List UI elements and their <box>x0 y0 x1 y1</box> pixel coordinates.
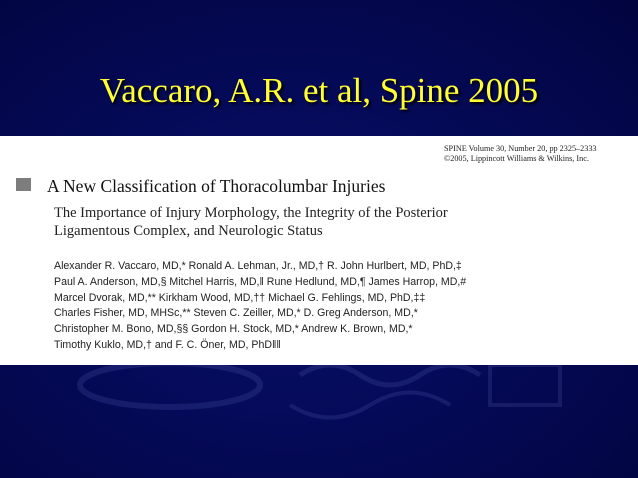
author-line: Marcel Dvorak, MD,** Kirkham Wood, MD,†† Michael G. Fehlings, MD, PhD,‡‡ <box>54 291 426 304</box>
subtitle-line: The Importance of Injury Morphology, the Integrity of the Posterior <box>54 205 448 221</box>
slide-title: Vaccaro, A.R. et al, Spine 2005 <box>99 71 539 110</box>
author-line: Christopher M. Bono, MD,§§ Gordon H. Stock, MD,* Andrew K. Brown, MD,* <box>54 323 413 336</box>
author-line: Charles Fisher, MD, MHSc,** Steven C. Zeiller, MD,* D. Greg Anderson, MD,* <box>54 307 418 320</box>
article-title: A New Classification of Thoracolumbar Injuries <box>47 176 386 196</box>
article-header-panel <box>0 136 638 365</box>
journal-line: ©2005, Lippincott Williams & Wilkins, Inc. <box>444 153 589 163</box>
journal-citation <box>444 144 597 163</box>
background-watermark <box>60 355 580 435</box>
subtitle-line: Ligamentous Complex, and Neurologic Status <box>54 223 323 239</box>
bullet-square-icon <box>16 178 31 191</box>
author-line: Timothy Kuklo, MD,† and F. C. Öner, MD, PhD‖‖ <box>54 338 281 351</box>
author-line: Paul A. Anderson, MD,§ Mitchel Harris, MD,‖ Rune Hedlund, MD,¶ James Harrop, MD,# <box>54 275 467 288</box>
author-line: Alexander R. Vaccaro, MD,* Ronald A. Lehman, Jr., MD,† R. John Hurlbert, MD, PhD,‡ <box>54 260 462 272</box>
article-subtitle <box>54 204 448 240</box>
author-list <box>54 259 466 354</box>
journal-line: SPINE Volume 30, Number 20, pp 2325–2333 <box>444 144 597 153</box>
